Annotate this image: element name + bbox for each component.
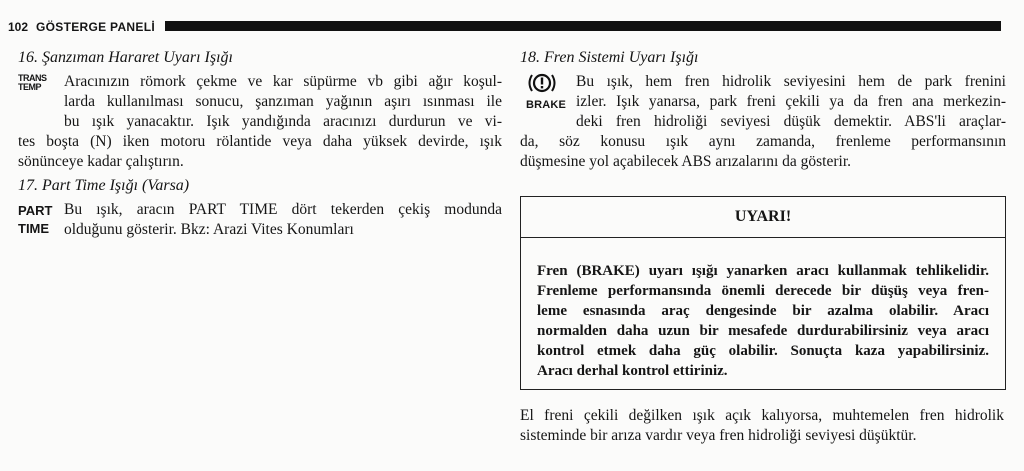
trans-temp-icon-line1: TRANS bbox=[18, 73, 47, 83]
s18-line-1: Bu ışık, hem fren hidrolik seviyesini hem de park frenini bbox=[576, 73, 1006, 90]
bottom-paragraph bbox=[520, 406, 1004, 446]
brake-icon-label: BRAKE bbox=[525, 99, 567, 111]
section-17-body bbox=[18, 200, 502, 240]
s18-line-5: düşmesine yol açabilecek ABS arızalarını da gösterir. bbox=[520, 153, 851, 170]
warning-body bbox=[537, 261, 989, 381]
warning-line-2: Frenleme performansında önemli derecede bir düşüş veya fren- bbox=[537, 283, 989, 299]
s17-line-1: Bu ışık, aracın PART TIME dört tekerden çekiş modunda bbox=[64, 201, 502, 218]
part-time-icon bbox=[18, 202, 52, 238]
warning-line-1: Fren (BRAKE) uyarı ışığı yanarken aracı kullanmak tehlikelidir. bbox=[537, 263, 989, 279]
section-16 bbox=[18, 48, 502, 172]
s16-line-2: larda kullanılması sonucu, şanzıman yağının aşırı ısınması ile bbox=[64, 93, 502, 110]
section-16-heading: 16. Şanzıman Hararet Uyarı Işığı bbox=[18, 49, 233, 66]
section-title: GÖSTERGE PANELİ bbox=[36, 20, 155, 34]
s18-line-3: deki fren hidroliği seviyesi düşük demektir. ABS'li araçlar- bbox=[576, 113, 1006, 130]
section-16-body bbox=[18, 72, 502, 172]
section-18-body bbox=[520, 72, 1006, 172]
warning-line-5: kontrol etmek daha güç olabilir. Sonuçta kaza yapabilirsiniz. bbox=[537, 343, 989, 359]
section-18-heading: 18. Fren Sistemi Uyarı Işığı bbox=[520, 49, 699, 66]
right-column bbox=[520, 48, 1006, 172]
warning-title: UYARI! bbox=[521, 197, 1005, 238]
trans-temp-icon-line2: TEMP bbox=[18, 82, 42, 92]
warning-line-6: Aracı derhal kontrol ettiriniz. bbox=[537, 363, 728, 379]
bottom-line-1: El freni çekili değilken ışık açık kalıyorsa, muhtemelen fren hidrolik bbox=[520, 407, 1004, 424]
warning-box bbox=[520, 196, 1006, 390]
s16-line-4: tes boşta (N) iken motoru rölantide veya daha yüksek devirde, ışık bbox=[18, 133, 502, 150]
part-time-icon-line2: TIME bbox=[18, 221, 50, 236]
s16-line-5: sönünceye kadar çalıştırın. bbox=[18, 153, 184, 170]
s18-line-4: da, söz konusu ışık aynı zamanda, frenleme performansının bbox=[520, 133, 1006, 150]
s16-line-1: Aracınızın römork çekme ve kar süpürme vb gibi ağır koşul- bbox=[64, 73, 502, 90]
page-number: 102 bbox=[8, 20, 29, 34]
brake-warning-icon bbox=[520, 72, 572, 115]
warning-line-4: normalden daha uzun bir mesafede durdurabilirsiniz veya aracı bbox=[537, 323, 989, 339]
section-18 bbox=[520, 48, 1006, 172]
section-17-heading: 17. Part Time Işığı (Varsa) bbox=[18, 177, 190, 194]
part-time-icon-line1: PART bbox=[18, 203, 53, 218]
warning-line-3: leme esnasında araç dengesinde bir azalma olabilir. Aracı bbox=[537, 303, 989, 319]
header-rule bbox=[165, 21, 1001, 31]
left-column bbox=[18, 48, 502, 240]
s17-line-2: olduğunu gösterir. Bkz: Arazi Vites Konumları bbox=[64, 221, 354, 238]
s18-line-2: izler. Işık yanarsa, park freni çekili ya da fren ana merkezin- bbox=[576, 93, 1006, 110]
brake-circle-exclamation-icon bbox=[526, 72, 558, 94]
page-header bbox=[0, 18, 1002, 36]
trans-temp-icon bbox=[18, 74, 47, 92]
s16-line-3: bu ışık yanacaktır. Işık yandığında aracınızı durdurun ve vi- bbox=[64, 113, 502, 130]
section-17 bbox=[18, 176, 502, 240]
bottom-line-2: sisteminde bir arıza vardır veya fren hidroliği seviyesi düşüktür. bbox=[520, 427, 917, 444]
